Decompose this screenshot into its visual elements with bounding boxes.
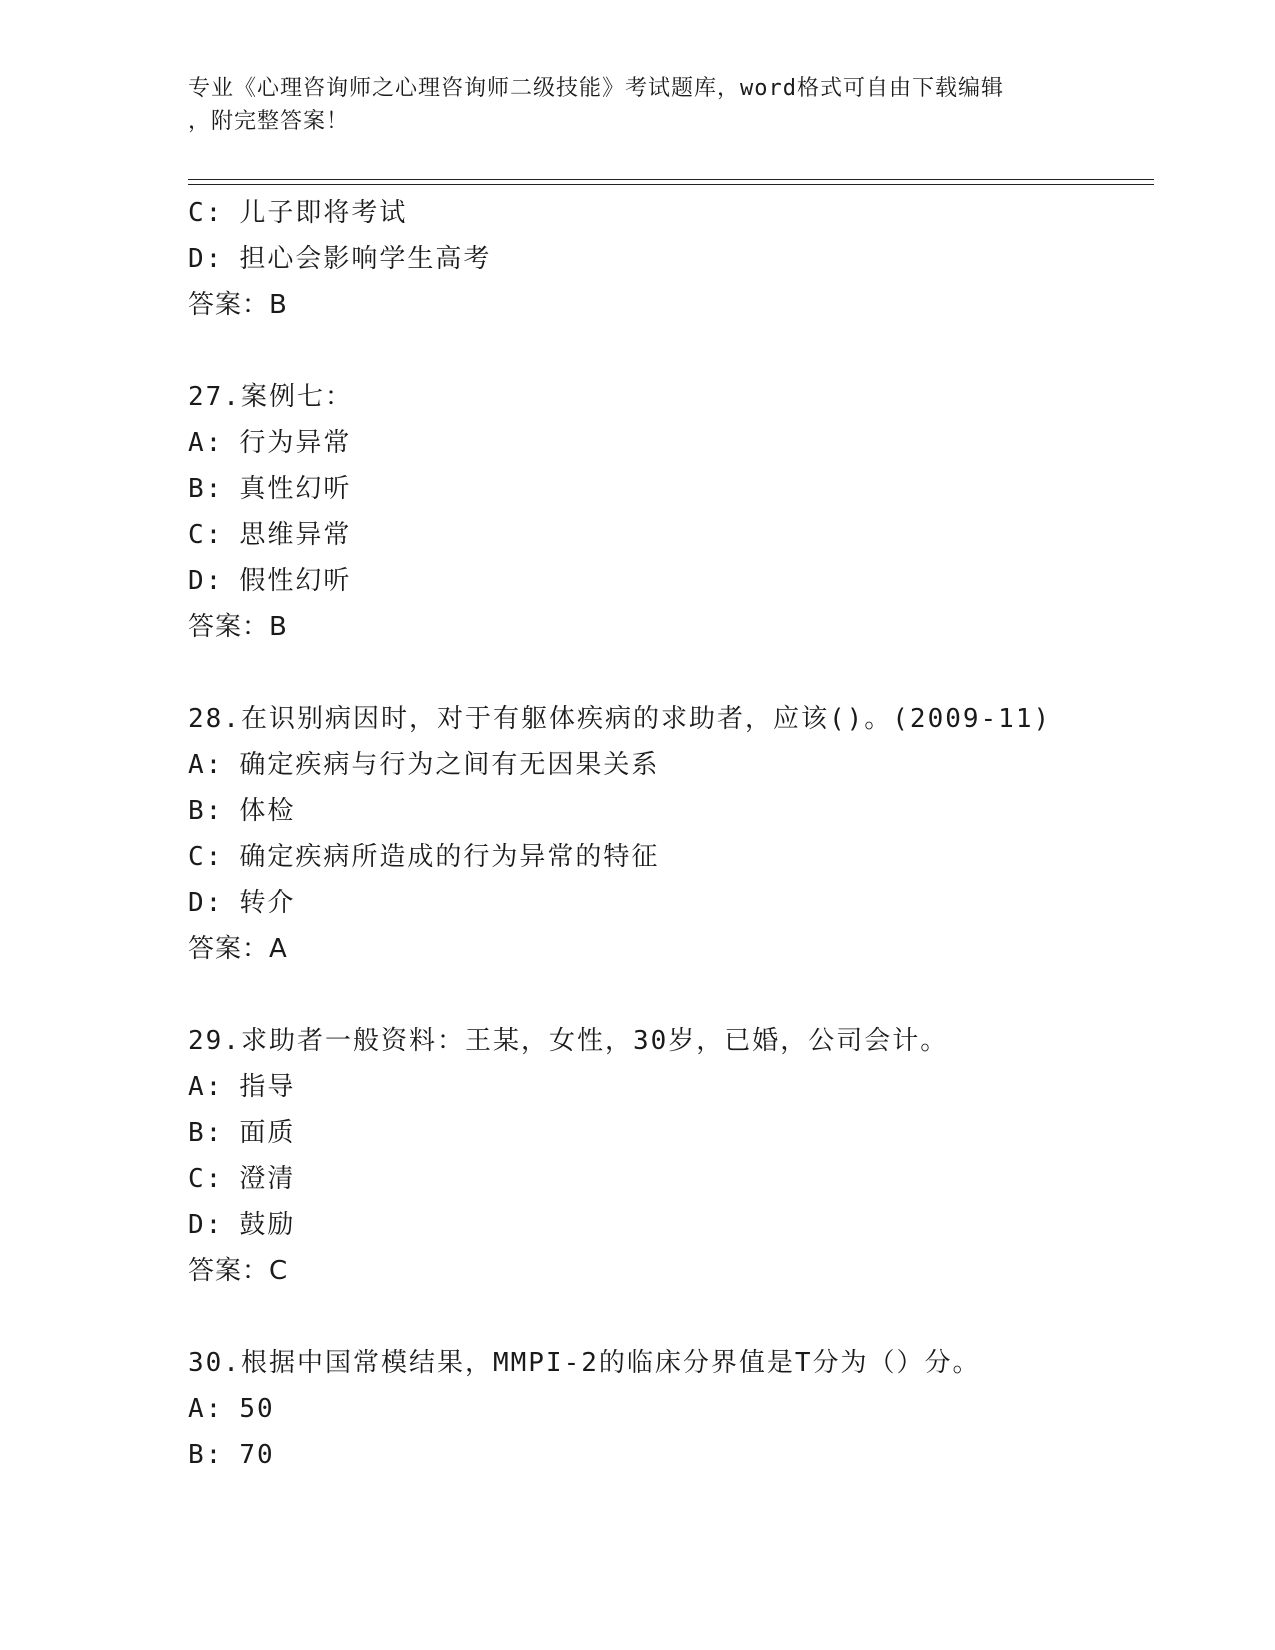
- option-text: 确定疾病与行为之间有无因果关系: [239, 750, 660, 780]
- option-label: A:: [188, 750, 224, 780]
- option-label: A:: [188, 1072, 224, 1102]
- option-line: [188, 742, 1154, 788]
- option-line: [188, 558, 1154, 604]
- spacer: [188, 650, 1154, 696]
- spacer: [188, 328, 1154, 374]
- option-text: 行为异常: [239, 428, 352, 458]
- answer-line: 答案：A: [188, 934, 288, 964]
- option-line: [188, 834, 1154, 880]
- option-label: C:: [188, 198, 224, 228]
- option-text: 鼓励: [239, 1210, 296, 1240]
- option-label: B:: [188, 796, 224, 826]
- question-stem: 29.求助者一般资料：王某，女性，30岁，已婚，公司会计。: [188, 1026, 949, 1056]
- option-text: 指导: [239, 1072, 296, 1102]
- answer-line: 答案：C: [188, 1256, 289, 1286]
- question-stem: 30.根据中国常模结果，MMPI-2的临床分界值是T分为（）分。: [188, 1348, 981, 1378]
- option-text: 面质: [239, 1118, 296, 1148]
- option-label: D:: [188, 1210, 224, 1240]
- answer-line: 答案：B: [188, 290, 288, 320]
- option-text: 澄清: [239, 1164, 296, 1194]
- option-line: [188, 1202, 1154, 1248]
- option-line: [188, 1064, 1154, 1110]
- option-text: 思维异常: [239, 520, 352, 550]
- option-text: 50: [239, 1394, 275, 1424]
- header-divider-top: [188, 179, 1154, 180]
- option-line: [188, 1432, 1154, 1478]
- option-line: [188, 512, 1154, 558]
- option-label: B:: [188, 1118, 224, 1148]
- option-label: A:: [188, 428, 224, 458]
- question-stem: 27.案例七：: [188, 382, 353, 412]
- option-text: 真性幻听: [239, 474, 352, 504]
- option-line: [188, 1110, 1154, 1156]
- option-line: [188, 236, 1154, 282]
- spacer: [188, 972, 1154, 1018]
- option-line: [188, 788, 1154, 834]
- option-text: 担心会影响学生高考: [239, 244, 492, 274]
- option-label: C:: [188, 842, 224, 872]
- option-line: [188, 1386, 1154, 1432]
- option-label: B:: [188, 1440, 224, 1470]
- option-text: 确定疾病所造成的行为异常的特征: [239, 842, 660, 872]
- option-line: [188, 420, 1154, 466]
- option-label: D:: [188, 244, 224, 274]
- option-label: A:: [188, 1394, 224, 1424]
- question-stem: 28.在识别病因时，对于有躯体疾病的求助者，应该()。(2009-11): [188, 704, 1052, 734]
- option-label: C:: [188, 520, 224, 550]
- spacer: [188, 1294, 1154, 1340]
- option-label: C:: [188, 1164, 224, 1194]
- option-line: [188, 190, 1154, 236]
- option-text: 体检: [239, 796, 296, 826]
- option-line: [188, 880, 1154, 926]
- header-line-2: ，附完整答案！: [188, 109, 350, 134]
- option-label: B:: [188, 474, 224, 504]
- option-label: D:: [188, 566, 224, 596]
- option-line: [188, 466, 1154, 512]
- option-text: 儿子即将考试: [239, 198, 408, 228]
- option-line: [188, 1156, 1154, 1202]
- option-text: 70: [239, 1440, 275, 1470]
- question-list: [188, 190, 1154, 1478]
- option-label: D:: [188, 888, 224, 918]
- header-divider-bottom: [188, 184, 1154, 185]
- option-text: 假性幻听: [239, 566, 352, 596]
- header-line-1: 专业《心理咨询师之心理咨询师二级技能》考试题库，word格式可自由下载编辑: [188, 76, 1004, 101]
- option-text: 转介: [239, 888, 296, 918]
- answer-line: 答案：B: [188, 612, 288, 642]
- document-header: [188, 72, 1088, 138]
